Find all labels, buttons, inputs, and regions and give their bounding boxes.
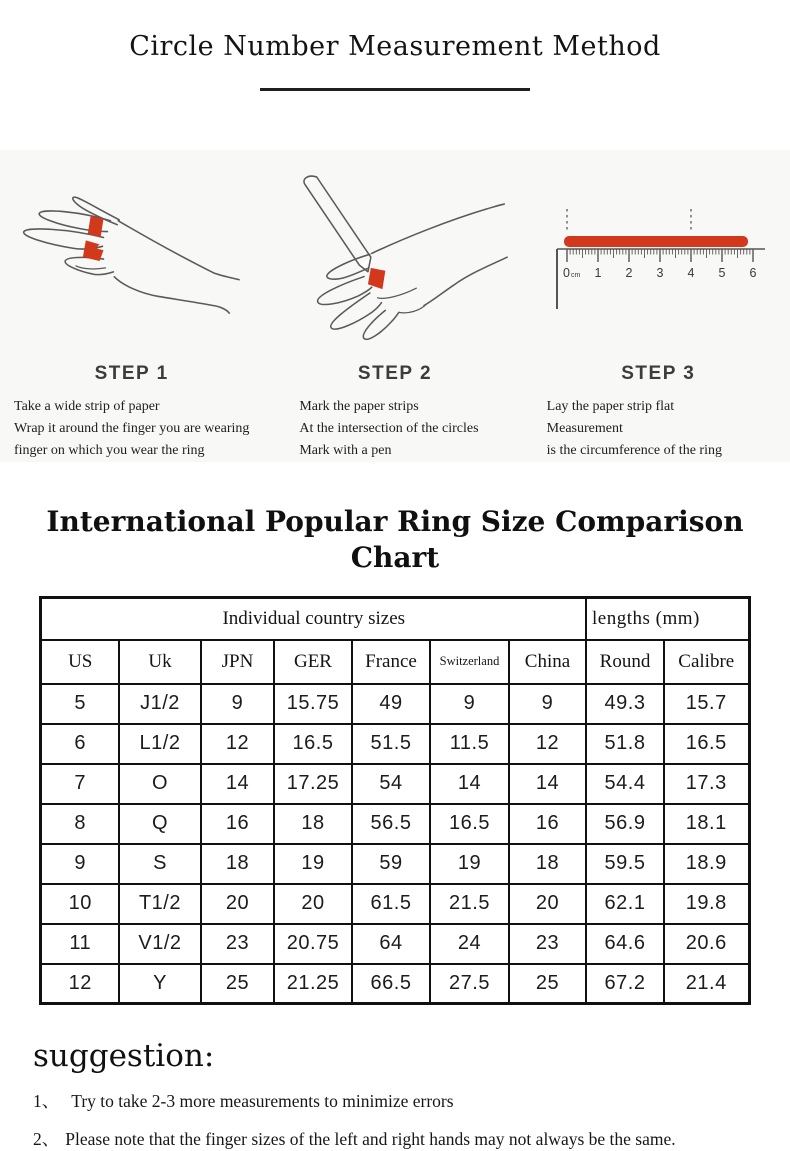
- svg-text:6: 6: [749, 265, 757, 280]
- step-1-heading: STEP 1: [94, 363, 169, 384]
- paper-strip-red-bar: [564, 236, 748, 247]
- table-cell: 56.5: [352, 804, 430, 844]
- header: [0, 0, 790, 91]
- table-cell: 51.8: [586, 724, 664, 764]
- col-header-france: France: [352, 640, 430, 684]
- col-header-switzerland: Switzerland: [430, 640, 509, 684]
- ring-size-comparison-table: [39, 596, 750, 1005]
- step-2-line-2: At the intersection of the circles: [299, 421, 479, 436]
- table-cell: 9: [509, 684, 586, 724]
- table-cell: 23: [201, 924, 274, 964]
- table-cell: 20.75: [274, 924, 352, 964]
- step-1-line-2: Wrap it around the finger you are wearing: [14, 421, 250, 436]
- suggestion-item-1-number: 1、: [33, 1091, 60, 1111]
- step-3-line-2: Measurement: [546, 421, 623, 436]
- table-cell: 19: [430, 844, 509, 884]
- step-2-illustration: [263, 166, 526, 361]
- table-row: [41, 924, 749, 964]
- table-cell: 49: [352, 684, 430, 724]
- suggestion-item-2: [33, 1127, 790, 1151]
- col-header-round: Round: [586, 640, 664, 684]
- table-cell: L1/2: [119, 724, 201, 764]
- ruler-numbers: [563, 266, 757, 280]
- paper-strip-marks: [83, 215, 104, 260]
- step-2-line-1: Mark the paper strips: [299, 399, 419, 414]
- svg-text:2: 2: [625, 265, 633, 280]
- table-cell: 14: [201, 764, 274, 804]
- table-cell: 7: [41, 764, 119, 804]
- col-header-ger: GER: [274, 640, 352, 684]
- table-cell: 11.5: [430, 724, 509, 764]
- table-cell: 21.25: [274, 964, 352, 1004]
- table-row: [41, 964, 749, 1004]
- table-cell: 64: [352, 924, 430, 964]
- table-cell: 14: [509, 764, 586, 804]
- table-cell: 59.5: [586, 844, 664, 884]
- suggestion-item-2-text: Please note that the finger sizes of the left and right hands may not always be the same.: [65, 1129, 676, 1149]
- table-cell: 23: [509, 924, 586, 964]
- table-cell: Q: [119, 804, 201, 844]
- table-cell: 19: [274, 844, 352, 884]
- hand-marking-with-pen-illustration: [279, 172, 511, 356]
- table-cell: 8: [41, 804, 119, 844]
- table-cell: 17.25: [274, 764, 352, 804]
- table-row: [41, 884, 749, 924]
- table-cell: 16: [509, 804, 586, 844]
- step-1-line-1: Take a wide strip of paper: [14, 399, 160, 414]
- ruler-ticks: [567, 249, 753, 262]
- step-3-heading: STEP 3: [621, 363, 696, 384]
- step-2-heading: STEP 2: [357, 363, 433, 384]
- table-cell: 21.4: [664, 964, 749, 1004]
- suggestion-item-1-text: Try to take 2-3 more measurements to minimize errors: [71, 1091, 454, 1111]
- table-cell: 67.2: [586, 964, 664, 1004]
- hand-outline: [318, 204, 508, 339]
- table-row: [41, 764, 749, 804]
- table-row: [41, 804, 749, 844]
- col-header-china: China: [509, 640, 586, 684]
- group-header-country-sizes: Individual country sizes: [41, 598, 586, 640]
- suggestion-item-2-number: 2、: [33, 1129, 60, 1149]
- table-cell: 49.3: [586, 684, 664, 724]
- table-cell: 25: [509, 964, 586, 1004]
- step-2-description: [263, 396, 526, 462]
- table-cell: 21.5: [430, 884, 509, 924]
- suggestion-section: [33, 1037, 790, 1151]
- table-cell: 18: [509, 844, 586, 884]
- table-cell: 9: [41, 844, 119, 884]
- table-cell: T1/2: [119, 884, 201, 924]
- step-3: [527, 166, 790, 462]
- table-cell: 62.1: [586, 884, 664, 924]
- step-3-line-1: Lay the paper strip flat: [546, 399, 675, 414]
- table-cell: S: [119, 844, 201, 884]
- suggestion-item-1: [33, 1089, 790, 1113]
- table-cell: 27.5: [430, 964, 509, 1004]
- table-cell: 9: [430, 684, 509, 724]
- table-cell: 24: [430, 924, 509, 964]
- table-cell: 25: [201, 964, 274, 1004]
- step-1: [0, 166, 263, 462]
- table-cell: 51.5: [352, 724, 430, 764]
- svg-text:5: 5: [718, 265, 726, 280]
- table-cell: 9: [201, 684, 274, 724]
- table-cell: 15.7: [664, 684, 749, 724]
- table-cell: 11: [41, 924, 119, 964]
- step-3-line-3: is the circumference of the ring: [546, 443, 722, 458]
- table-cell: 59: [352, 844, 430, 884]
- hand-outline: [23, 197, 238, 313]
- table-cell: 66.5: [352, 964, 430, 1004]
- ruler-illustration: [543, 199, 773, 329]
- step-3-illustration: [527, 166, 790, 361]
- table-cell: 12: [201, 724, 274, 764]
- table-cell: 64.6: [586, 924, 664, 964]
- table-cell: 12: [509, 724, 586, 764]
- table-cell: 12: [41, 964, 119, 1004]
- table-cell: 16.5: [664, 724, 749, 764]
- step-2: [263, 166, 526, 462]
- table-cell: 18: [201, 844, 274, 884]
- table-cell: 10: [41, 884, 119, 924]
- table-cell: 54.4: [586, 764, 664, 804]
- table-cell: 15.75: [274, 684, 352, 724]
- table-row: [41, 724, 749, 764]
- svg-text:1: 1: [594, 265, 602, 280]
- table-cell: Y: [119, 964, 201, 1004]
- table-cell: V1/2: [119, 924, 201, 964]
- suggestion-heading: suggestion:: [33, 1038, 215, 1074]
- table-cell: 17.3: [664, 764, 749, 804]
- table-cell: 54: [352, 764, 430, 804]
- table-cell: 18: [274, 804, 352, 844]
- svg-text:3: 3: [656, 265, 664, 280]
- step-1-description: [0, 396, 263, 462]
- table-cell: 20: [274, 884, 352, 924]
- table-row: [41, 684, 749, 724]
- step-1-illustration: [0, 166, 263, 361]
- table-cell: 18.1: [664, 804, 749, 844]
- table-cell: 16.5: [430, 804, 509, 844]
- step-2-line-3: Mark with a pen: [299, 443, 392, 458]
- table-cell: 20: [509, 884, 586, 924]
- table-cell: 5: [41, 684, 119, 724]
- table-cell: 18.9: [664, 844, 749, 884]
- chart-title: International Popular Ring Size Comparison Chart: [46, 505, 744, 574]
- paper-strip-mark: [368, 267, 385, 288]
- table-cell: 6: [41, 724, 119, 764]
- svg-text:4: 4: [687, 265, 695, 280]
- table-row: [41, 844, 749, 884]
- table-cell: 56.9: [586, 804, 664, 844]
- table-column-header-row: [41, 640, 749, 684]
- table-cell: 16.5: [274, 724, 352, 764]
- col-header-jpn: JPN: [201, 640, 274, 684]
- table-cell: 19.8: [664, 884, 749, 924]
- page-title: Circle Number Measurement Method: [129, 31, 661, 62]
- svg-text:0cm: 0cm: [563, 265, 581, 280]
- group-header-lengths-mm: lengths (mm): [586, 598, 749, 640]
- table-group-header-row: [41, 598, 749, 640]
- col-header-us: US: [41, 640, 119, 684]
- step-1-line-3: finger on which you wear the ring: [14, 443, 205, 458]
- step-3-description: [527, 396, 790, 462]
- col-header-uk: Uk: [119, 640, 201, 684]
- table-cell: 61.5: [352, 884, 430, 924]
- table-cell: 20.6: [664, 924, 749, 964]
- table-cell: O: [119, 764, 201, 804]
- col-header-calibre: Calibre: [664, 640, 749, 684]
- table-cell: 16: [201, 804, 274, 844]
- title-underline: [260, 88, 530, 91]
- measurement-steps-section: [0, 150, 790, 462]
- table-cell: 20: [201, 884, 274, 924]
- hand-with-paper-strip-illustration: [19, 178, 245, 350]
- table-cell: J1/2: [119, 684, 201, 724]
- table-cell: 14: [430, 764, 509, 804]
